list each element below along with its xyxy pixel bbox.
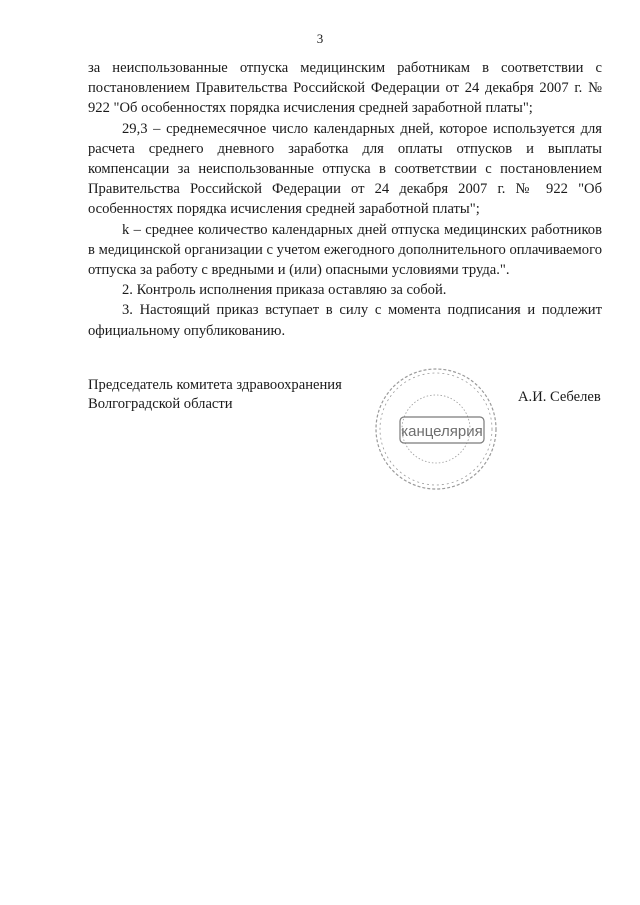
- signatory-name: А.И. Себелев: [518, 389, 601, 405]
- paragraph: 3. Настоящий приказ вступает в силу с момента подписания и подлежит официальному опубликованию.: [88, 302, 602, 339]
- signatory-title: [88, 376, 342, 414]
- paragraph: k – среднее количество календарных дней отпуска медицинских работников в медицинской организации с учетом ежегодного дополнительного оплачиваемого отпуска за работу с вредными и (или) опасными условиями труда.".: [88, 221, 602, 279]
- signatory-title-line: Председатель комитета здравоохранения: [88, 377, 342, 393]
- page-number: 3: [316, 31, 324, 46]
- office-stamp: [372, 367, 500, 491]
- stamp-label: канцелярия: [401, 423, 483, 440]
- document-body: [88, 58, 602, 341]
- signatory-title-line: Волгоградской области: [88, 396, 233, 412]
- paragraph: 29,3 – среднемесячное число календарных дней, которое используется для расчета среднего дневного заработка для оплаты отпусков и выплаты компенсации за неиспользованные отпуска в соответствии с постановлением Правительства Российской Федерации от 24 декабря 2007 г. № 922 "Об особенностях порядка исчисления средней заработной платы";: [88, 120, 602, 218]
- paragraph: 2. Контроль исполнения приказа оставляю за собой.: [122, 282, 447, 299]
- paragraph: за неиспользованные отпуска медицинским работникам в соответствии с постановлением Правительства Российской Федерации от 24 декабря 2007 г. № 922 "Об особенностях порядка исчисления средней заработной платы";: [88, 60, 602, 117]
- stamp-seal-graphic: [372, 367, 500, 491]
